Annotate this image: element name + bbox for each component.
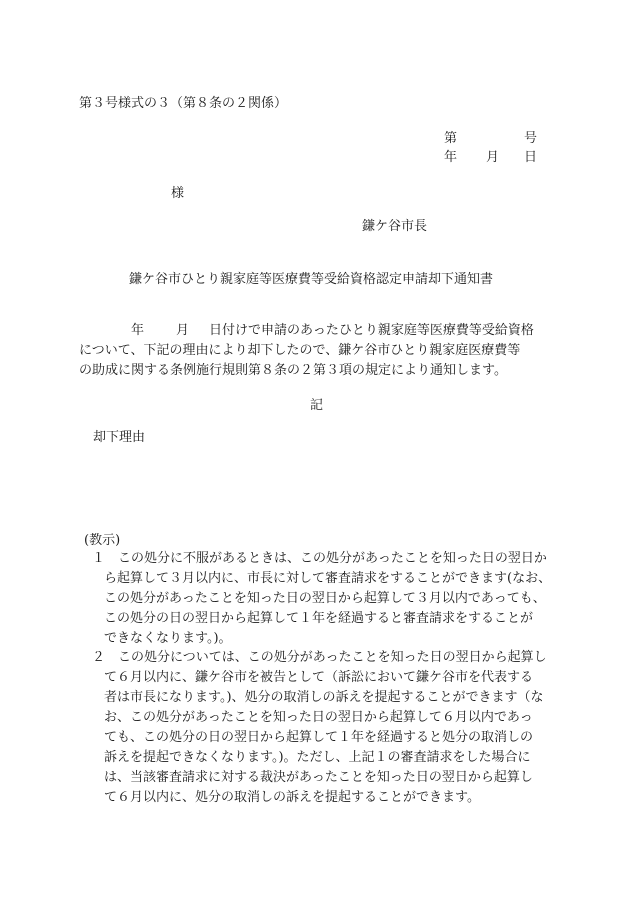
item-line: て６月以内に、処分の取消しの訴えを提起することができます。 [104, 790, 480, 805]
item-line: この処分があったことを知った日の翌日から起算して３月以内であっても、 [104, 591, 546, 606]
form-number: 第３号様式の３（第８条の２関係） [79, 96, 288, 111]
item-line: この処分については、この処分があったことを知った日の翌日から起算し [118, 650, 547, 665]
item-line: ても、この処分の日の翌日から起算して１年を経過すると処分の取消しの [104, 730, 534, 745]
ki-heading: 記 [310, 398, 324, 413]
item-number: １ [92, 551, 106, 566]
instruction-heading: (教示) [84, 533, 121, 548]
item-number: ２ [92, 650, 106, 665]
item-text [104, 648, 547, 808]
item-line: て６月以内に、鎌ケ谷市を被告として（訴訟において鎌ケ谷市を代表する [104, 670, 534, 685]
body-line-3: の助成に関する条例施行規則第８条の２第３項の規定により通知します。 [79, 363, 507, 378]
item-line: お、この処分があったことを知った日の翌日から起算して６月以内であっ [104, 710, 533, 725]
item-line: は、当該審査請求に対する裁決があったことを知った日の翌日から起算し [104, 770, 533, 785]
reason-label: 却下理由 [93, 430, 146, 445]
date-month: 月 [486, 150, 500, 165]
item-line: できなくなります。)。 [104, 631, 232, 646]
document-number-suffix: 号 [524, 131, 538, 146]
date-day: 日 [524, 150, 538, 165]
item-text [104, 549, 552, 649]
body-paragraph [79, 321, 559, 381]
addressee: 様 [171, 186, 185, 201]
document-title: 鎌ケ谷市ひとり親家庭等医療費等受給資格認定申請却下通知書 [129, 272, 494, 287]
item-line: この処分の日の翌日から起算して１年を経過すると審査請求をすることが [104, 611, 534, 626]
item-line: 者は市長になります。)、処分の取消しの訴えを提起することができます（な [104, 690, 544, 705]
date-year: 年 [444, 150, 458, 165]
item-line: ら起算して３月以内に、市長に対して審査請求をすることができます(なお、 [104, 571, 552, 586]
body-line-2: について、下記の理由により却下したので、鎌ケ谷市ひとり親家庭医療費等 [79, 343, 521, 358]
item-line: この処分に不服があるときは、この処分があったことを知った日の翌日か [118, 551, 547, 566]
body-line-1: 年 月 日付けで申請のあったひとり親家庭等医療費等受給資格 [131, 323, 534, 338]
sender: 鎌ケ谷市長 [362, 219, 428, 234]
document-number-label: 第 [444, 131, 458, 146]
document-number [444, 129, 538, 149]
item-line: 訴えを提起できなくなります。)。ただし、上記１の審査請求をした場合に [104, 750, 531, 765]
